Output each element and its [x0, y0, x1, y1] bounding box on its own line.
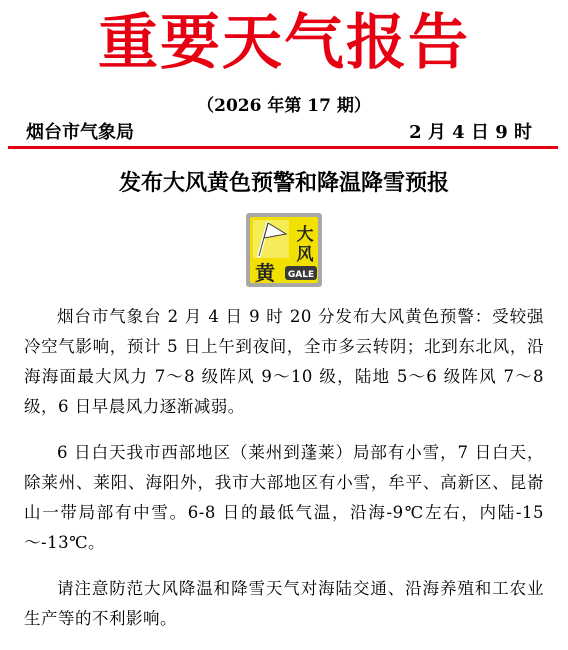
issue-number: （2026 年第 17 期） — [197, 96, 371, 116]
paragraph-precaution: 请注意防范大风降温和降雪天气对海陆交通、沿海养殖和工农业生产等的不利影响。 — [24, 579, 544, 628]
warning-english-label: GALE — [287, 270, 315, 280]
document-title: 发布大风黄色预警和降温降雪预报 — [118, 171, 449, 196]
header-rule — [8, 146, 558, 149]
warning-type-label-second: 风 — [296, 245, 314, 265]
warning-color-label: 黄 — [255, 261, 275, 285]
issue-date: 2 月 4 日 9 时 — [409, 122, 532, 143]
warning-type-label-first: 大 — [296, 225, 314, 245]
paragraph-snow-forecast: 6 日白天我市西部地区（莱州到蓬莱）局部有小雪，7 日白天，除莱州、莱阳、海阳外，我市大部地区有小雪，牟平、高新区、昆嵛山一带局部有中雪。6-8 日的最低气温，沿海-9℃左右，内陆-15～-13℃。 — [24, 443, 544, 552]
masthead-title: 重要天气报告 — [98, 8, 470, 78]
paragraph-gale-warning: 烟台市气象台 2 月 4 日 9 时 20 分发布大风黄色预警：受较强冷空气影响，预计 5 日上午到夜间，全市多云转阴；北到东北风，沿海海面最大风力 7～8 级阵风 9～10 级，陆地 5～6 级阵风 7～8 级，6 日早晨风力逐渐减弱。 — [24, 307, 544, 416]
issuer-name: 烟台市气象局 — [26, 122, 134, 143]
gale-yellow-warning-icon — [245, 212, 323, 288]
